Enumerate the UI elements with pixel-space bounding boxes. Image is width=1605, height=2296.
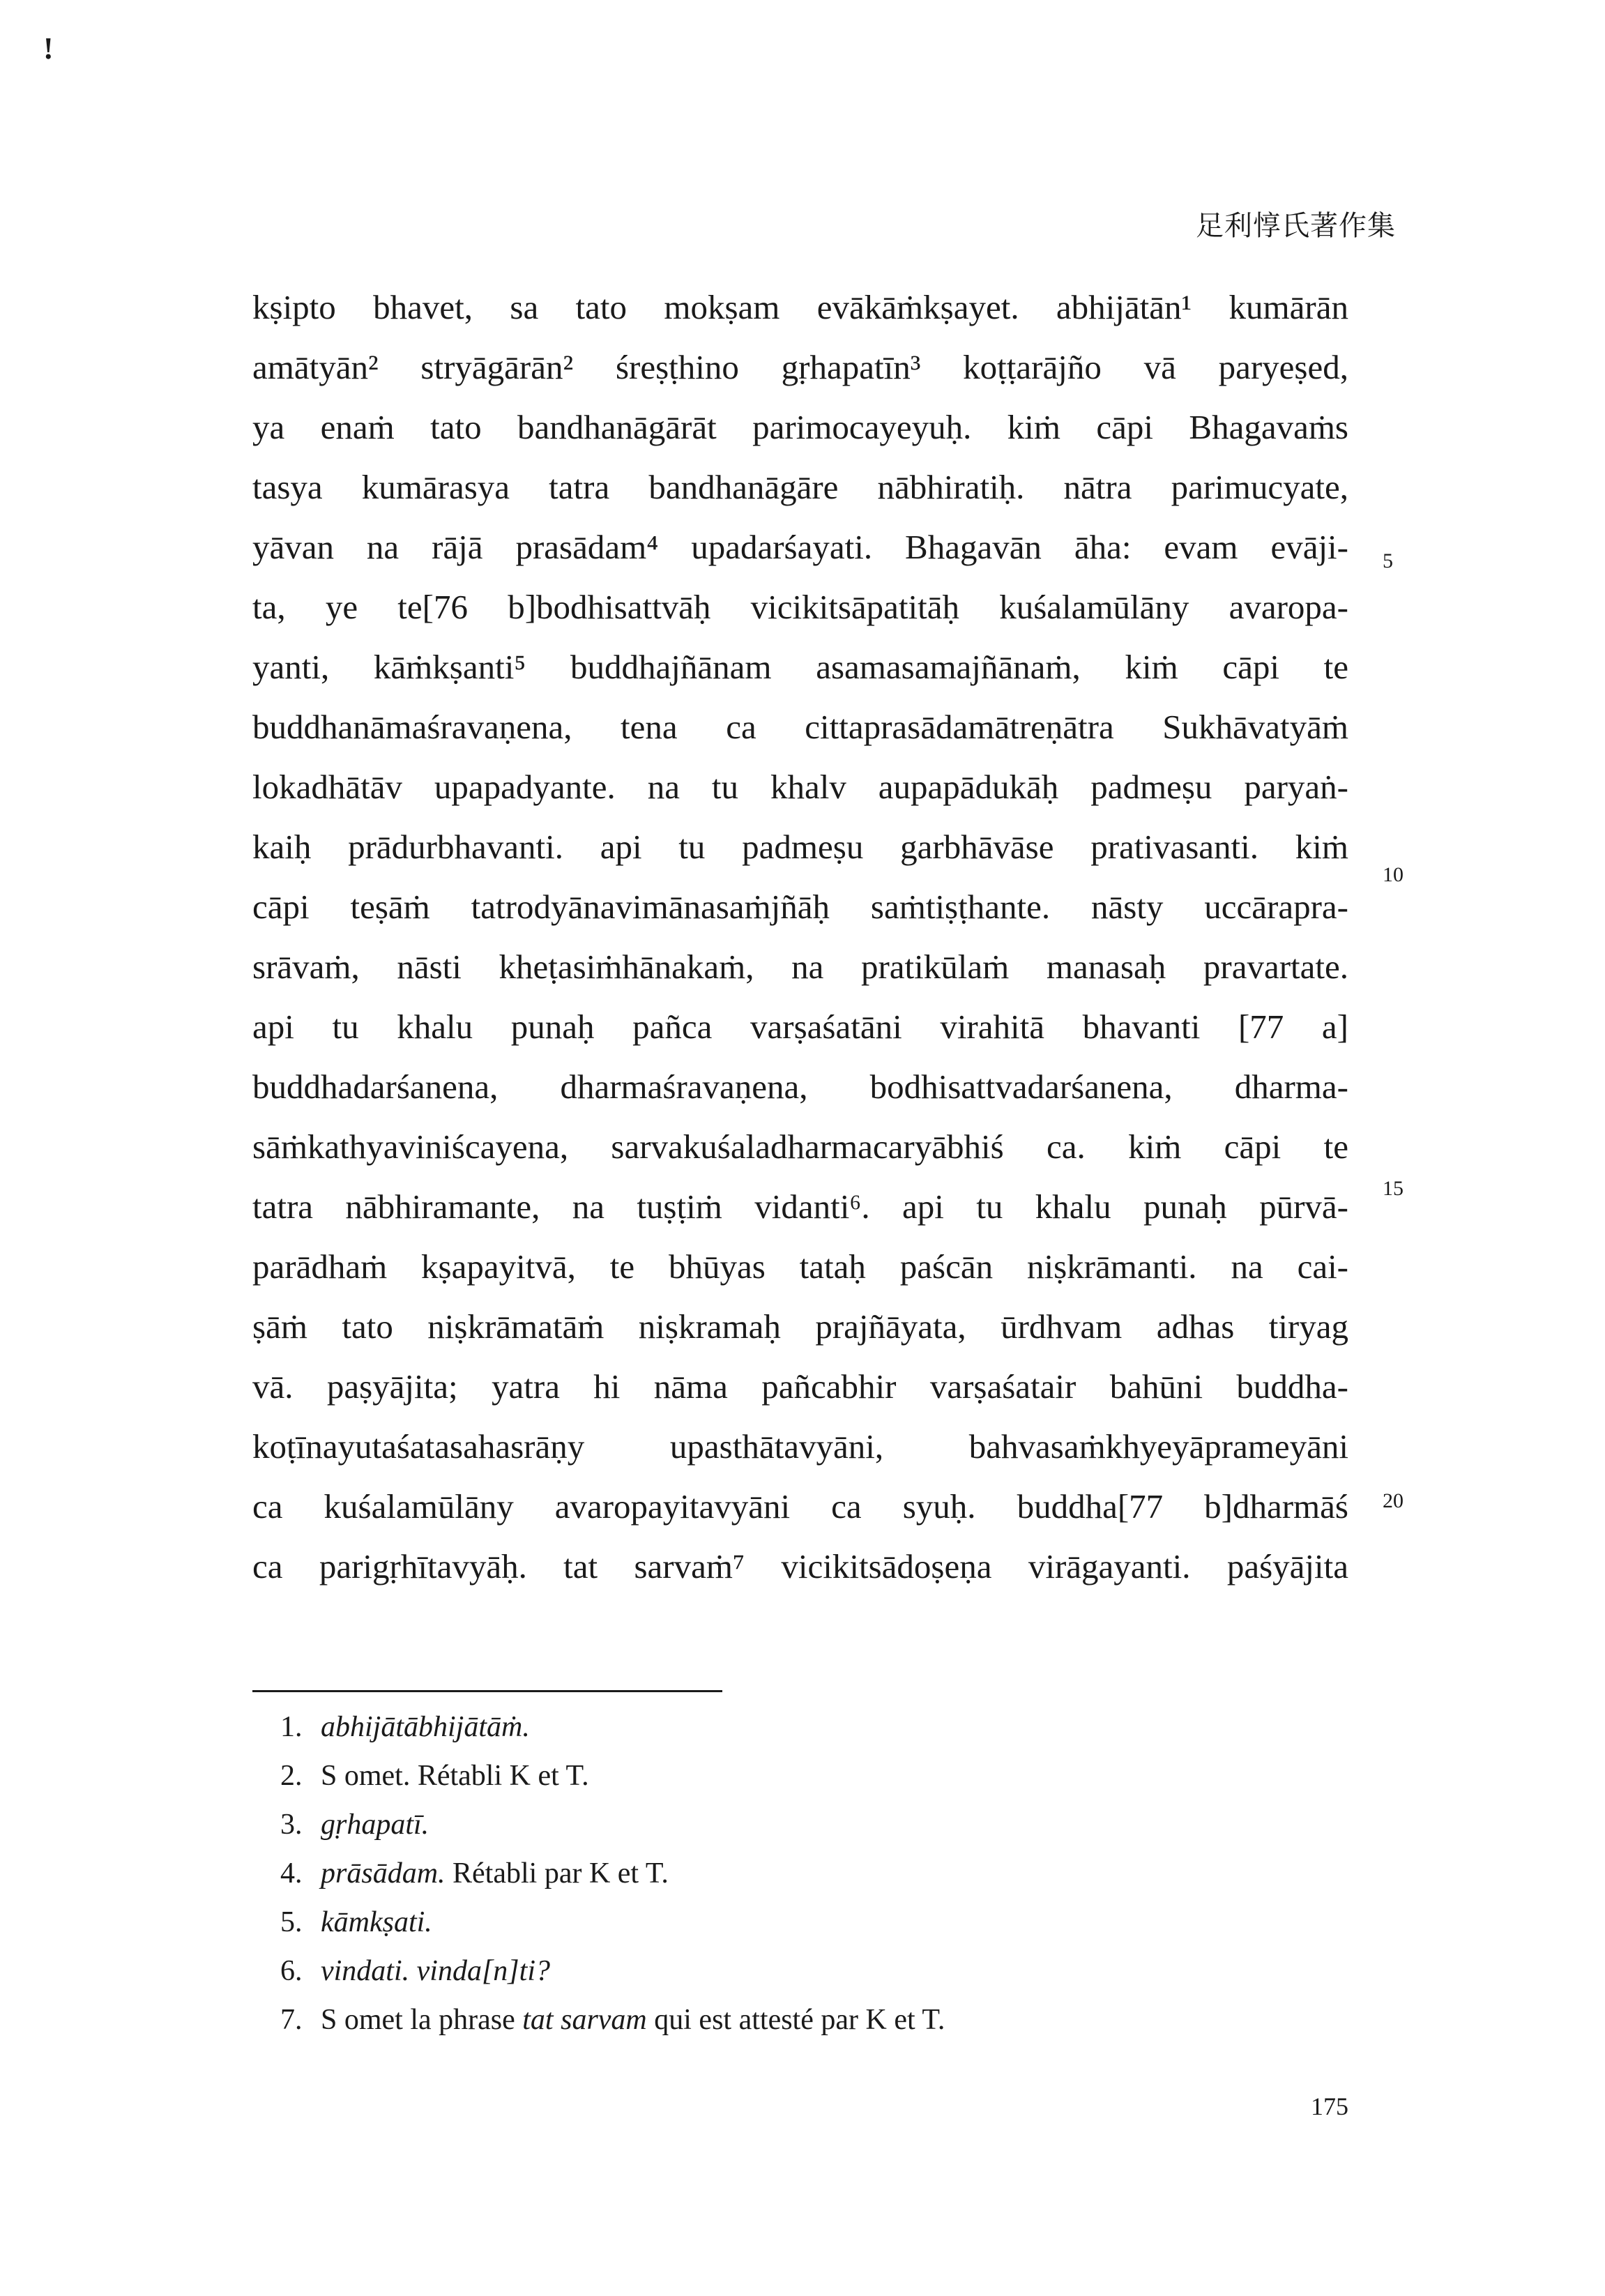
footnote-text: S omet la phrase	[321, 2004, 523, 2036]
footnote-italic: gṛhapatī.	[321, 1809, 429, 1841]
footnote-item	[280, 1703, 1326, 1751]
text-line: kaiḥ prādurbhavanti. api tu padmeṣu garbhāvāse prativasanti. kiṁ	[252, 828, 1348, 866]
footnote-number: 7.	[280, 2004, 303, 2036]
running-head: 足利惇氏著作集	[1196, 210, 1396, 242]
text-line: yāvan na rājā prasādam⁴ upadarśayati. Bhagavān āha: evam evāji-	[252, 528, 1348, 566]
main-text	[252, 278, 1348, 1597]
text-line: buddhanāmaśravaṇena, tena ca cittaprasādamātreṇātra Sukhāvatyāṁ	[252, 708, 1348, 746]
text-line: api tu khalu punaḥ pañca varṣaśatāni virahitā bhavanti [77 a]	[252, 1008, 1348, 1046]
footnote-rule	[252, 1690, 722, 1692]
footnote-text: qui est attesté par K et T.	[646, 2004, 945, 2036]
footnote-italic: kāmkṣati.	[321, 1906, 432, 1938]
footnote-text: S omet. Rétabli K et T.	[321, 1760, 589, 1792]
footnote-number: 4.	[280, 1857, 303, 1890]
footnote-text: Rétabli par K et T.	[445, 1857, 669, 1890]
footnote-item	[280, 1849, 1326, 1898]
text-line: koṭīnayutaśatasahasrāṇy upasthātavyāni, bahvasaṁkhyeyāprameyāni	[252, 1427, 1348, 1466]
footnote-item	[280, 1751, 1326, 1800]
footnote-number: 1.	[280, 1711, 303, 1743]
footnote-number: 2.	[280, 1760, 303, 1792]
text-line: ca parigṛhītavyāḥ. tat sarvaṁ⁷ vicikitsādoṣeṇa virāgayanti. paśyājita	[252, 1547, 1348, 1586]
text-line: ta, ye te[76 b]bodhisattvāḥ vicikitsāpatitāḥ kuśalamūlāny avaropa-	[252, 588, 1348, 626]
footnote-italic: vindati. vinda[n]ti?	[321, 1955, 550, 1987]
text-line: buddhadarśanena, dharmaśravaṇena, bodhisattvadarśanena, dharma-	[252, 1067, 1348, 1106]
footnote-italic: prāsādam.	[321, 1857, 446, 1890]
text-line: srāvaṁ, nāsti kheṭasiṁhānakaṁ, na pratikūlaṁ manasaḥ pravartate.	[252, 948, 1348, 986]
text-line: vā. paṣyājita; yatra hi nāma pañcabhir varṣaśatair bahūni buddha-	[252, 1367, 1348, 1406]
footnote-italic: tat sarvam	[522, 2004, 647, 2036]
footnote-item	[280, 1898, 1326, 1947]
text-line: lokadhātāv upapadyante. na tu khalv aupapādukāḥ padmeṣu paryaṅ-	[252, 768, 1348, 806]
line-number: 15	[1383, 1177, 1404, 1200]
footnote-number: 5.	[280, 1906, 303, 1938]
text-line: kṣipto bhavet, sa tato mokṣam evākāṁkṣayet. abhijātān¹ kumārān	[252, 288, 1348, 326]
line-number: 5	[1383, 549, 1393, 572]
footnotes	[280, 1703, 1326, 2044]
text-line: amātyān² stryāgārān² śreṣṭhino gṛhapatīn³ koṭṭarājño vā paryeṣed,	[252, 348, 1348, 386]
corner-mark: !	[43, 31, 54, 66]
text-line: ṣāṁ tato niṣkrāmatāṁ niṣkramaḥ prajñāyata, ūrdhvam adhas tiryag	[252, 1307, 1348, 1346]
footnote-number: 6.	[280, 1955, 303, 1987]
footnote-item	[280, 1947, 1326, 1995]
text-line: ca kuśalamūlāny avaropayitavyāni ca syuḥ. buddha[77 b]dharmāś	[252, 1487, 1348, 1526]
text-line: ya enaṁ tato bandhanāgārāt parimocayeyuḥ. kiṁ cāpi Bhagavaṁs	[252, 408, 1348, 446]
footnote-number: 3.	[280, 1809, 303, 1841]
footnote-item	[280, 1800, 1326, 1849]
line-number: 20	[1383, 1489, 1404, 1512]
line-number: 10	[1383, 863, 1404, 886]
text-line: cāpi teṣāṁ tatrodyānavimānasaṁjñāḥ saṁtiṣṭhante. nāsty uccārapra-	[252, 888, 1348, 926]
text-line: parādhaṁ kṣapayitvā, te bhūyas tataḥ paścān niṣkrāmanti. na cai-	[252, 1247, 1348, 1286]
text-line: tasya kumārasya tatra bandhanāgāre nābhiratiḥ. nātra parimucyate,	[252, 468, 1348, 506]
footnote-italic: abhijātābhijātāṁ.	[321, 1711, 530, 1743]
text-line: yanti, kāṁkṣanti⁵ buddhajñānam asamasamajñānaṁ, kiṁ cāpi te	[252, 648, 1348, 686]
text-line: sāṁkathyaviniścayena, sarvakuśaladharmacaryābhiś ca. kiṁ cāpi te	[252, 1127, 1348, 1166]
text-line: tatra nābhiramante, na tuṣṭiṁ vidanti⁶. api tu khalu punaḥ pūrvā-	[252, 1187, 1348, 1226]
page-number: 175	[1311, 2092, 1348, 2120]
footnote-item	[280, 1995, 1326, 2044]
